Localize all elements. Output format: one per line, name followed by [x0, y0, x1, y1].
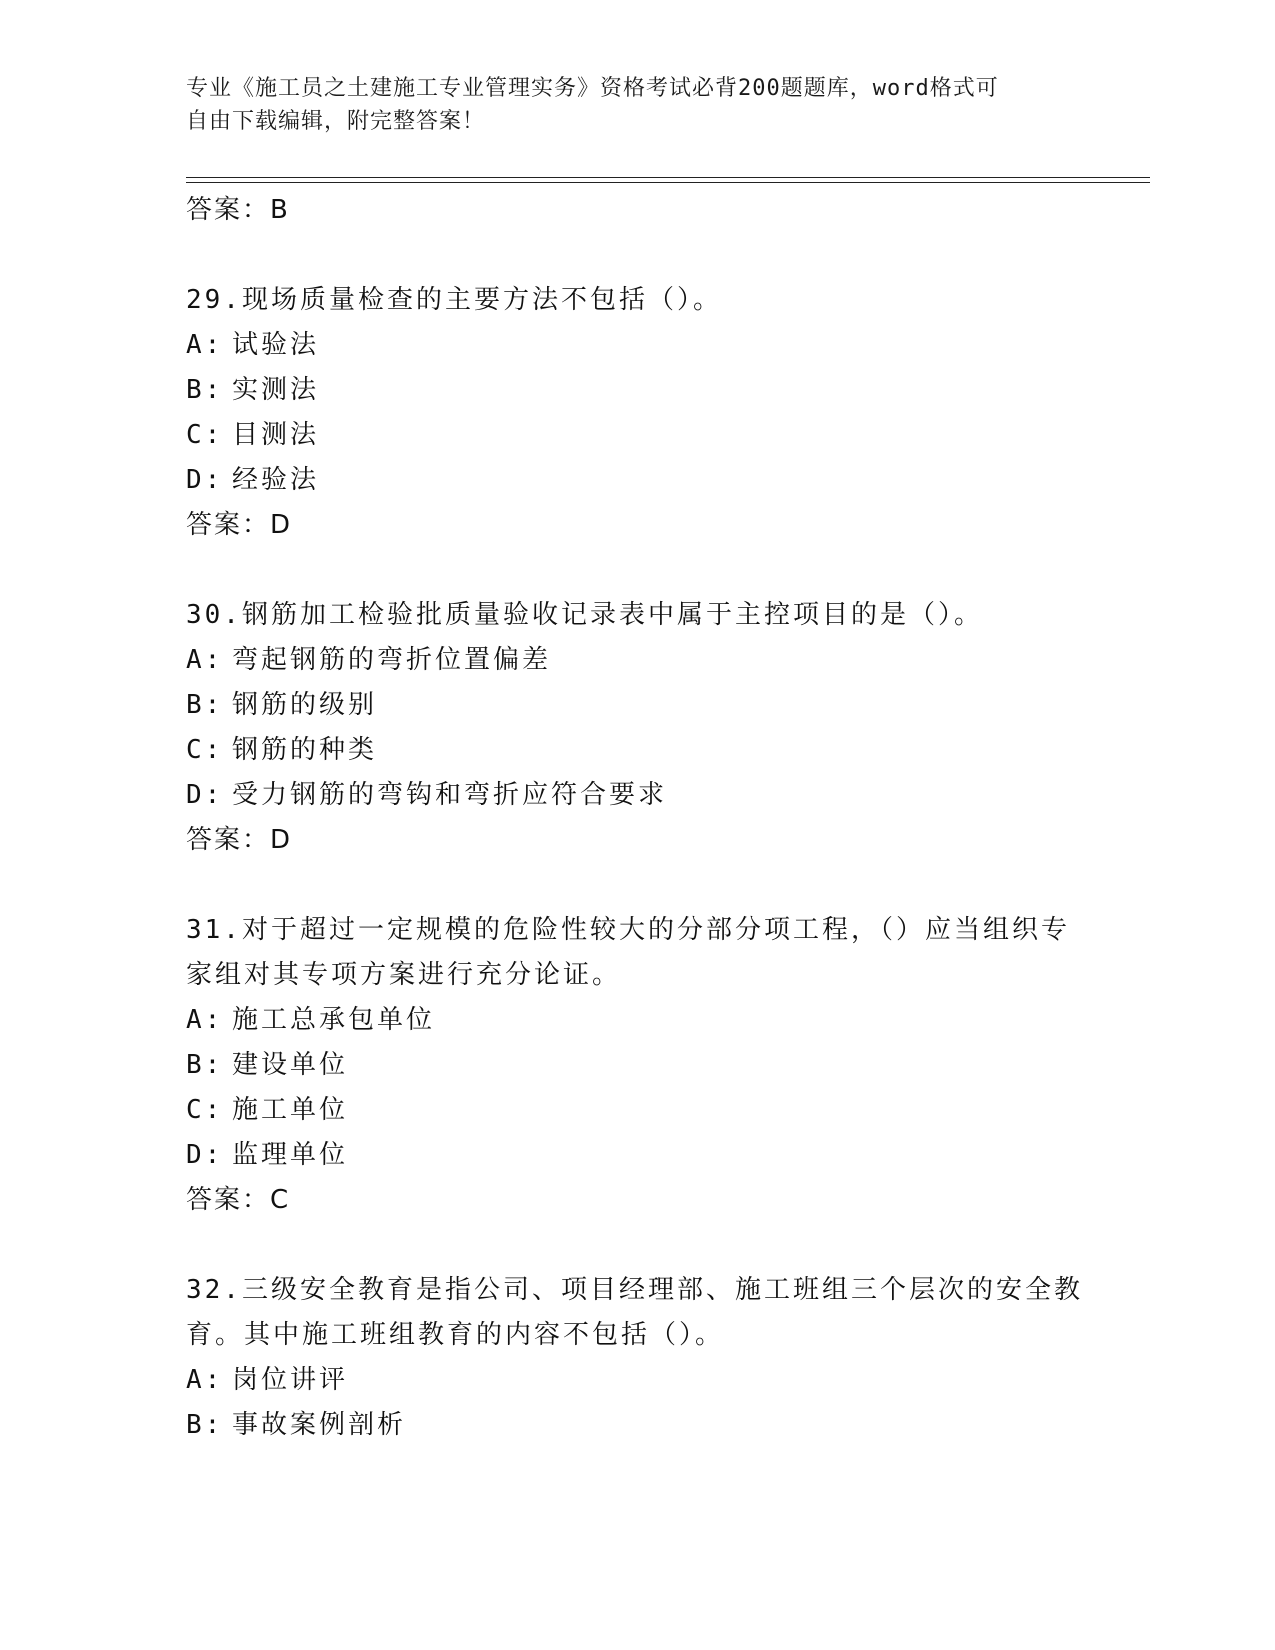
- option-a: [186, 638, 1086, 683]
- spacer: [186, 233, 1086, 278]
- header-divider-top: [186, 177, 1150, 178]
- option-d: [186, 1133, 1086, 1178]
- option-c: [186, 728, 1086, 773]
- option-text: 建设单位: [232, 1050, 349, 1080]
- header-line-2: 自由下载编辑，附完整答案！: [186, 109, 486, 134]
- answer-value: C: [270, 1185, 291, 1215]
- option-letter: B:: [186, 1050, 224, 1080]
- option-text: 经验法: [232, 465, 320, 495]
- option-text: 钢筋的级别: [232, 690, 378, 720]
- question-text: 29.现场质量检查的主要方法不包括（）。: [186, 285, 722, 315]
- answer-prefix: 答案：: [186, 195, 271, 225]
- answer-value: D: [270, 510, 293, 540]
- option-a: [186, 323, 1086, 368]
- question-answer: [186, 1178, 1086, 1223]
- option-b: [186, 1043, 1086, 1088]
- question-text: 31.对于超过一定规模的危险性较大的分部分项工程，（）应当组织专: [186, 915, 1070, 945]
- option-letter: C:: [186, 420, 224, 450]
- answer-prefix: 答案：: [186, 1185, 271, 1215]
- option-b: [186, 683, 1086, 728]
- option-c: [186, 1088, 1086, 1133]
- spacer: [186, 1223, 1086, 1268]
- previous-answer: [186, 188, 1086, 233]
- option-letter: A:: [186, 1365, 224, 1395]
- answer-prefix: 答案：: [186, 510, 271, 540]
- option-text: 施工总承包单位: [232, 1005, 436, 1035]
- option-text: 事故案例剖析: [232, 1410, 407, 1440]
- question-29: [186, 278, 1086, 548]
- question-32: [186, 1268, 1086, 1448]
- option-text: 实测法: [232, 375, 320, 405]
- option-b: [186, 1403, 1086, 1448]
- option-d: [186, 458, 1086, 503]
- option-a: [186, 1358, 1086, 1403]
- option-letter: A:: [186, 1005, 224, 1035]
- option-letter: C:: [186, 735, 224, 765]
- question-answer: [186, 503, 1086, 548]
- option-letter: A:: [186, 645, 224, 675]
- header-line-1: 专业《施工员之土建施工专业管理实务》资格考试必背200题题库，word格式可: [186, 76, 999, 101]
- option-a: [186, 998, 1086, 1043]
- option-b: [186, 368, 1086, 413]
- question-list: [186, 188, 1086, 1448]
- option-letter: D:: [186, 1140, 224, 1170]
- question-text: 30.钢筋加工检验批质量验收记录表中属于主控项目的是（）。: [186, 600, 983, 630]
- option-letter: D:: [186, 780, 224, 810]
- answer-prefix: 答案：: [186, 825, 271, 855]
- question-answer: [186, 818, 1086, 863]
- option-text: 施工单位: [232, 1095, 349, 1125]
- option-text: 监理单位: [232, 1140, 349, 1170]
- answer-value: B: [270, 195, 290, 225]
- answer-value: D: [270, 825, 293, 855]
- option-letter: B:: [186, 375, 224, 405]
- spacer: [186, 548, 1086, 593]
- option-text: 受力钢筋的弯钩和弯折应符合要求: [232, 780, 668, 810]
- option-letter: B:: [186, 690, 224, 720]
- option-d: [186, 773, 1086, 818]
- option-letter: C:: [186, 1095, 224, 1125]
- question-31: [186, 908, 1086, 1223]
- question-text: 32.三级安全教育是指公司、项目经理部、施工班组三个层次的安全教: [186, 1275, 1083, 1305]
- question-text-cont: 育。其中施工班组教育的内容不包括（）。: [186, 1320, 725, 1350]
- option-letter: A:: [186, 330, 224, 360]
- header-divider-bottom: [186, 182, 1150, 183]
- option-text: 弯起钢筋的弯折位置偏差: [232, 645, 552, 675]
- option-letter: D:: [186, 465, 224, 495]
- question-30: [186, 593, 1086, 863]
- option-text: 目测法: [232, 420, 320, 450]
- spacer: [186, 863, 1086, 908]
- question-text-cont: 家组对其专项方案进行充分论证。: [186, 960, 622, 990]
- option-text: 岗位讲评: [232, 1365, 349, 1395]
- option-c: [186, 413, 1086, 458]
- option-letter: B:: [186, 1410, 224, 1440]
- option-text: 钢筋的种类: [232, 735, 378, 765]
- option-text: 试验法: [232, 330, 320, 360]
- document-header: [186, 72, 1066, 138]
